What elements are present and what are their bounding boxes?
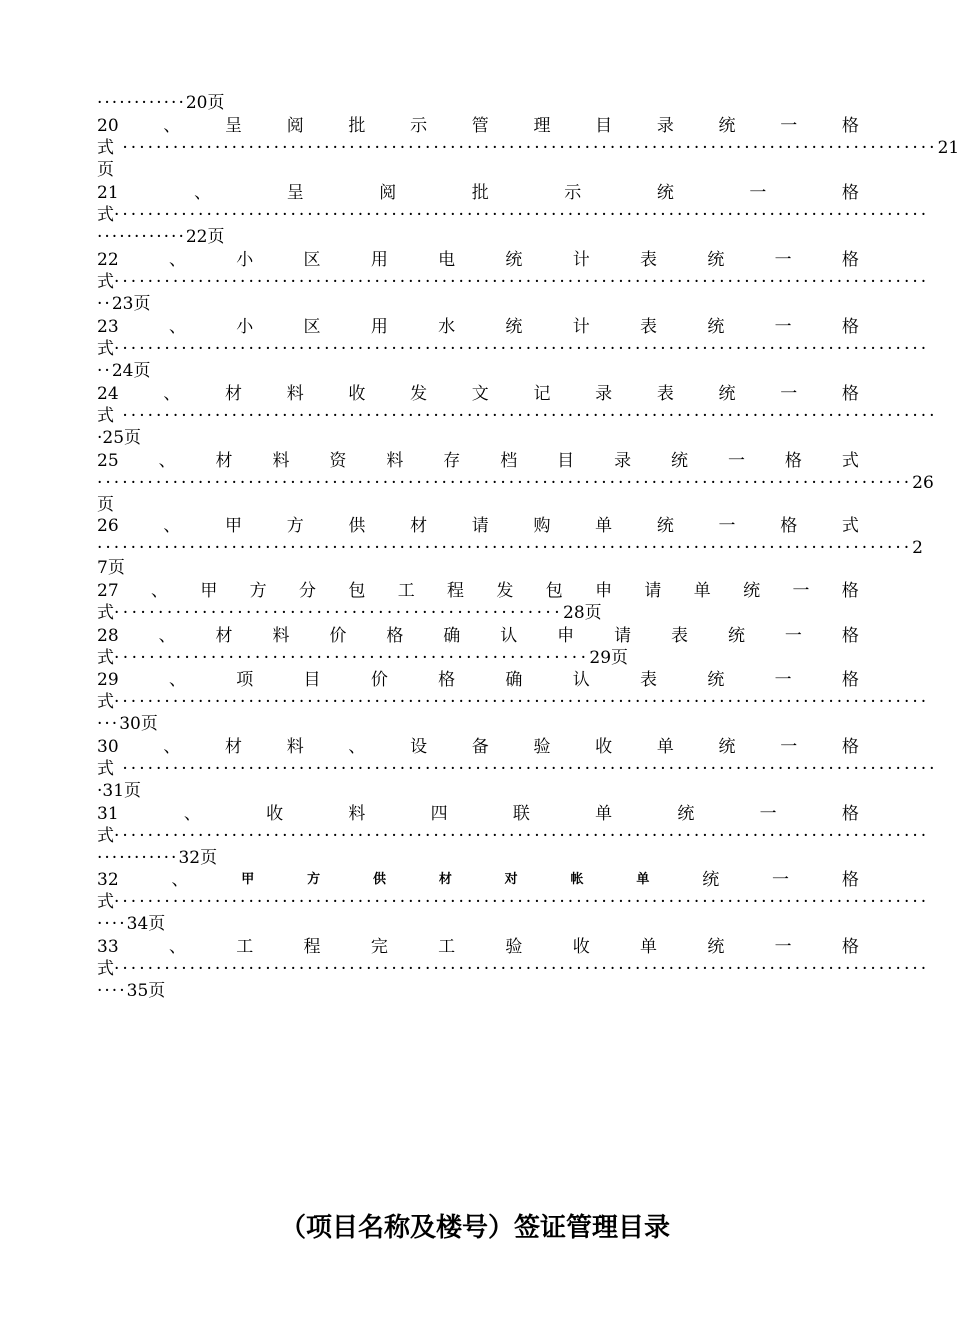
- toc-char: 批: [471, 183, 489, 203]
- toc-char: 项: [236, 670, 254, 690]
- toc-entry-23: [97, 316, 859, 338]
- toc-leader-23: [97, 338, 930, 360]
- toc-leader-24: [97, 405, 938, 427]
- toc-separator: 、: [183, 804, 201, 824]
- toc-char: 用: [370, 250, 388, 270]
- dot-leader: ·································································································: [114, 406, 938, 426]
- toc-leader-29: [97, 691, 930, 713]
- toc-leader-31: [97, 825, 930, 847]
- toc-char: 程: [447, 581, 465, 601]
- toc-char: 式: [97, 892, 114, 912]
- toc-char: 呈: [225, 116, 243, 136]
- toc-char: 统: [707, 937, 725, 957]
- toc-char: 式: [97, 205, 114, 225]
- dot-leader: ············: [97, 227, 186, 247]
- toc-char: 单: [640, 937, 658, 957]
- toc-char: 请: [471, 516, 489, 536]
- toc-char: 目: [557, 451, 575, 471]
- dot-leader: ·································································································: [114, 892, 930, 912]
- dot-leader: ·································································································: [114, 272, 930, 292]
- toc-char: 确: [443, 626, 461, 646]
- toc-page-number: 28页: [563, 603, 602, 623]
- toc-char: 材: [215, 626, 233, 646]
- toc-char: 价: [329, 626, 347, 646]
- toc-number: 30: [97, 737, 119, 757]
- toc-char: 式: [841, 516, 859, 536]
- toc-leader-28: [97, 647, 628, 669]
- toc-char: 一: [774, 250, 792, 270]
- toc-number: 27: [97, 581, 119, 601]
- toc-char: 一: [780, 116, 798, 136]
- toc-char: 格: [841, 870, 859, 890]
- toc-char: 一: [774, 937, 792, 957]
- toc-char: 一: [727, 451, 745, 471]
- toc-char: 录: [614, 451, 632, 471]
- toc-page-suffix: 页: [97, 495, 114, 515]
- toc-page-line-23: [97, 360, 150, 382]
- toc-char: 一: [774, 317, 792, 337]
- toc-number: 25: [97, 451, 119, 471]
- toc-separator: 、: [163, 116, 181, 136]
- toc-char: 请: [614, 626, 632, 646]
- toc-char: 联: [512, 804, 530, 824]
- toc-page-number: 22页: [185, 227, 225, 247]
- toc-char: 供: [372, 872, 386, 887]
- toc-char: 料: [348, 804, 366, 824]
- toc-number: 22: [97, 250, 119, 270]
- toc-char: 式: [97, 272, 114, 292]
- toc-page-suffix: 7页: [97, 558, 125, 578]
- toc-char: 式: [97, 648, 114, 668]
- toc-char: 一: [774, 670, 792, 690]
- toc-char: 材: [438, 872, 452, 887]
- toc-char: 甲: [200, 581, 218, 601]
- toc-page-number: 23页: [111, 294, 151, 314]
- toc-char: 呈: [286, 183, 304, 203]
- toc-char: 方: [249, 581, 267, 601]
- toc-char: 申: [595, 581, 613, 601]
- toc-page-number: 26: [912, 473, 934, 493]
- toc-char: 水: [438, 317, 456, 337]
- toc-char: 料: [386, 451, 404, 471]
- toc-char: 帐: [570, 872, 584, 887]
- toc-char: 材: [410, 516, 428, 536]
- toc-char: 收: [348, 384, 366, 404]
- dot-leader: ···········: [97, 848, 179, 868]
- toc-entry-24: [97, 383, 859, 405]
- toc-char: 式: [97, 603, 114, 623]
- toc-char: 料: [272, 626, 290, 646]
- toc-char: 统: [718, 737, 736, 757]
- toc-char: 一: [784, 626, 802, 646]
- toc-char: 统: [718, 384, 736, 404]
- toc-separator: 、: [168, 937, 186, 957]
- toc-char: 格: [438, 670, 456, 690]
- toc-entry-30: [97, 736, 859, 758]
- toc-page-line-32: [97, 913, 165, 935]
- toc-char: 单: [595, 516, 613, 536]
- toc-char: 式: [97, 826, 114, 846]
- toc-number: 32: [97, 870, 119, 890]
- toc-char: 一: [780, 737, 798, 757]
- toc-char: 方: [307, 872, 321, 887]
- toc-char: 记: [533, 384, 551, 404]
- toc-page-line-29: [97, 713, 158, 735]
- toc-char: 文: [471, 384, 489, 404]
- toc-char: 格: [784, 451, 802, 471]
- toc-char: 统: [656, 183, 674, 203]
- toc-char: 一: [759, 804, 777, 824]
- toc-number: 29: [97, 670, 119, 690]
- toc-char: 理: [533, 116, 551, 136]
- toc-page-line-24: [97, 427, 141, 449]
- toc-char: 统: [505, 317, 523, 337]
- toc-entry-31: [97, 803, 859, 825]
- dot-leader: ·································································································: [114, 826, 930, 846]
- toc-char: 甲: [241, 872, 255, 887]
- toc-char: 统: [702, 870, 720, 890]
- toc-entry-26: [97, 515, 859, 537]
- toc-separator: 、: [168, 250, 186, 270]
- toc-char: 批: [348, 116, 366, 136]
- toc-leader-25: [97, 472, 934, 494]
- toc-leader-33: [97, 958, 930, 980]
- toc-char: 供: [348, 516, 366, 536]
- toc-char: 认: [500, 626, 518, 646]
- toc-char: 统: [677, 804, 695, 824]
- dot-leader: ·································································································: [114, 339, 930, 359]
- toc-char: 统: [671, 451, 689, 471]
- toc-number: 24: [97, 384, 119, 404]
- toc-char: 验: [505, 937, 523, 957]
- toc-char: 式: [97, 692, 114, 712]
- toc-char: 包: [348, 581, 366, 601]
- dot-leader: ·································································································: [114, 138, 938, 158]
- toc-char: 用: [370, 317, 388, 337]
- toc-separator: 、: [163, 737, 181, 757]
- toc-page-number: 24页: [111, 361, 151, 381]
- dot-leader: ·································································································: [114, 759, 938, 779]
- toc-char: 请: [644, 581, 662, 601]
- toc-char: 统: [707, 250, 725, 270]
- toc-char: 表: [640, 670, 658, 690]
- toc-char: 购: [533, 516, 551, 536]
- toc-char: 、: [348, 737, 366, 757]
- dot-leader: ···················································: [114, 603, 563, 623]
- toc-leader-21: [97, 204, 930, 226]
- toc-char: 格: [841, 937, 859, 957]
- toc-char: 设: [410, 737, 428, 757]
- toc-char: 档: [500, 451, 518, 471]
- toc-entry-22: [97, 249, 859, 271]
- toc-char: 式: [97, 959, 114, 979]
- dot-leader: ··: [97, 294, 112, 314]
- dot-leader: ···: [97, 714, 120, 734]
- toc-char: 资: [329, 451, 347, 471]
- dot-leader: ·: [97, 781, 103, 801]
- toc-separator: 、: [163, 384, 181, 404]
- toc-separator: 、: [168, 670, 186, 690]
- toc-char: 格: [841, 183, 859, 203]
- toc-page-suffix: 页: [97, 160, 114, 180]
- toc-char: 小: [236, 317, 254, 337]
- toc-char: 示: [564, 183, 582, 203]
- toc-separator: 、: [194, 183, 212, 203]
- toc-char: 甲: [225, 516, 243, 536]
- toc-char: 录: [595, 384, 613, 404]
- toc-char: 目: [303, 670, 321, 690]
- toc-char: 格: [780, 516, 798, 536]
- toc-char: 式: [97, 339, 114, 359]
- toc-number: 20: [97, 116, 119, 136]
- toc-leader-32: [97, 891, 930, 913]
- toc-page-number: 30页: [119, 714, 158, 734]
- toc-char: 确: [505, 670, 523, 690]
- toc-char: 统: [707, 317, 725, 337]
- toc-separator: 、: [171, 870, 189, 890]
- toc-char: 价: [370, 670, 388, 690]
- toc-entry-25: [97, 450, 859, 472]
- toc-char: 一: [792, 581, 810, 601]
- dot-leader: ·································································································: [97, 538, 913, 558]
- toc-char: 格: [841, 116, 859, 136]
- toc-char: 验: [533, 737, 551, 757]
- dot-leader: ·································································································: [114, 205, 930, 225]
- toc-page-line-30: [97, 780, 141, 802]
- toc-char: 收: [595, 737, 613, 757]
- toc-char: 收: [266, 804, 284, 824]
- toc-entry-33: [97, 936, 859, 958]
- toc-char: 一: [780, 384, 798, 404]
- toc-char: 阅: [379, 183, 397, 203]
- toc-char: 对: [504, 872, 518, 887]
- toc-separator: 、: [168, 317, 186, 337]
- toc-char: 录: [656, 116, 674, 136]
- toc-entry-28: [97, 625, 859, 647]
- toc-char: 单: [693, 581, 711, 601]
- toc-char: 式: [97, 759, 114, 779]
- toc-char: 格: [386, 626, 404, 646]
- toc-page-number: 21: [937, 138, 959, 158]
- dot-leader: ······················································: [114, 648, 590, 668]
- dot-leader: ·: [97, 428, 103, 448]
- toc-page-line-21: [97, 226, 225, 248]
- toc-char: 统: [727, 626, 745, 646]
- toc-char: 材: [225, 384, 243, 404]
- toc-page-line-22: [97, 293, 150, 315]
- toc-char: 管: [471, 116, 489, 136]
- toc-char: 包: [545, 581, 563, 601]
- dot-leader: ····: [97, 981, 127, 1001]
- toc-char: 式: [97, 406, 114, 426]
- toc-char: 工: [397, 581, 415, 601]
- toc-page-line-33: [97, 980, 165, 1002]
- toc-char: 存: [443, 451, 461, 471]
- toc-char: 工: [438, 937, 456, 957]
- toc-page-number: 25页: [102, 428, 142, 448]
- toc-char: 阅: [286, 116, 304, 136]
- dot-leader: ·································································································: [114, 959, 930, 979]
- toc-char: 单: [595, 804, 613, 824]
- toc-char: 格: [841, 626, 859, 646]
- toc-char: 目: [595, 116, 613, 136]
- toc-separator: 、: [158, 626, 176, 646]
- toc-char: 格: [841, 804, 859, 824]
- toc-char: 料: [286, 384, 304, 404]
- toc-char: 方: [286, 516, 304, 536]
- toc-char: 电: [438, 250, 456, 270]
- toc-char: 完: [370, 937, 388, 957]
- toc-leader-26: [97, 537, 923, 559]
- toc-number: 21: [97, 183, 119, 203]
- toc-number: 26: [97, 516, 119, 536]
- toc-char: 表: [671, 626, 689, 646]
- toc-leader-20: [97, 137, 959, 159]
- toc-number: 28: [97, 626, 119, 646]
- toc-char: 统: [505, 250, 523, 270]
- toc-char: 格: [841, 737, 859, 757]
- toc-char: 认: [572, 670, 590, 690]
- toc-char: 计: [572, 317, 590, 337]
- toc-number: 31: [97, 804, 119, 824]
- toc-char: 料: [286, 737, 304, 757]
- toc-page-number: 32页: [178, 848, 218, 868]
- toc-char: 统: [707, 670, 725, 690]
- section-heading: （项目名称及楼号）签证管理目录: [279, 1213, 670, 1243]
- toc-char: 统: [718, 116, 736, 136]
- dot-leader: ·································································································: [97, 473, 913, 493]
- toc-entry-20: [97, 115, 859, 137]
- toc-number: 33: [97, 937, 119, 957]
- toc-char: 工: [236, 937, 254, 957]
- toc-char: 单: [636, 872, 650, 887]
- toc-char: 表: [656, 384, 674, 404]
- toc-leader-27: [97, 602, 602, 624]
- toc-separator: 、: [150, 581, 168, 601]
- toc-char: 格: [841, 317, 859, 337]
- toc-char: 小: [236, 250, 254, 270]
- toc-char: 备: [471, 737, 489, 757]
- toc-page-number: 34页: [126, 914, 166, 934]
- toc-continuation: [97, 92, 225, 114]
- toc-char: 材: [215, 451, 233, 471]
- toc-entry-27: [97, 580, 859, 602]
- toc-char: 式: [97, 138, 114, 158]
- toc-separator: 、: [158, 451, 176, 471]
- toc-leader-22: [97, 271, 930, 293]
- toc-char: 表: [640, 317, 658, 337]
- toc-char: 格: [841, 384, 859, 404]
- toc-leader-30: [97, 758, 938, 780]
- dot-leader: ····: [97, 914, 127, 934]
- toc-number: 23: [97, 317, 119, 337]
- toc-char: 申: [557, 626, 575, 646]
- toc-char: 收: [572, 937, 590, 957]
- toc-char: 区: [303, 250, 321, 270]
- toc-char: 发: [410, 384, 428, 404]
- toc-char: 式: [841, 451, 859, 471]
- dot-leader: ············: [97, 93, 186, 113]
- toc-char: 格: [841, 581, 859, 601]
- dot-leader: ··: [97, 361, 112, 381]
- toc-entry-29: [97, 669, 859, 691]
- toc-char: 格: [841, 250, 859, 270]
- toc-page-number: 2: [912, 538, 923, 558]
- toc-char: 示: [410, 116, 428, 136]
- toc-char: 料: [272, 451, 290, 471]
- toc-char: 格: [841, 670, 859, 690]
- toc-char: 一: [749, 183, 767, 203]
- toc-char: 表: [640, 250, 658, 270]
- toc-char: 计: [572, 250, 590, 270]
- toc-char: 统: [656, 516, 674, 536]
- toc-char: 区: [303, 317, 321, 337]
- toc-char: 一: [772, 870, 790, 890]
- toc-page-number: 31页: [102, 781, 142, 801]
- toc-page-line-31: [97, 847, 217, 869]
- toc-char: 发: [496, 581, 514, 601]
- toc-page-number: 20页: [185, 93, 225, 113]
- toc-char: 一: [718, 516, 736, 536]
- toc-entry-32: [97, 869, 859, 891]
- toc-char: 单: [656, 737, 674, 757]
- toc-page-number: 29页: [589, 648, 629, 668]
- toc-char: 统: [743, 581, 761, 601]
- dot-leader: ·································································································: [114, 692, 930, 712]
- toc-page-number: 35页: [126, 981, 166, 1001]
- toc-separator: 、: [163, 516, 181, 536]
- toc-char: 分: [299, 581, 317, 601]
- toc-char: 程: [303, 937, 321, 957]
- toc-char: 材: [225, 737, 243, 757]
- toc-char: 四: [430, 804, 448, 824]
- toc-entry-21: [97, 182, 859, 204]
